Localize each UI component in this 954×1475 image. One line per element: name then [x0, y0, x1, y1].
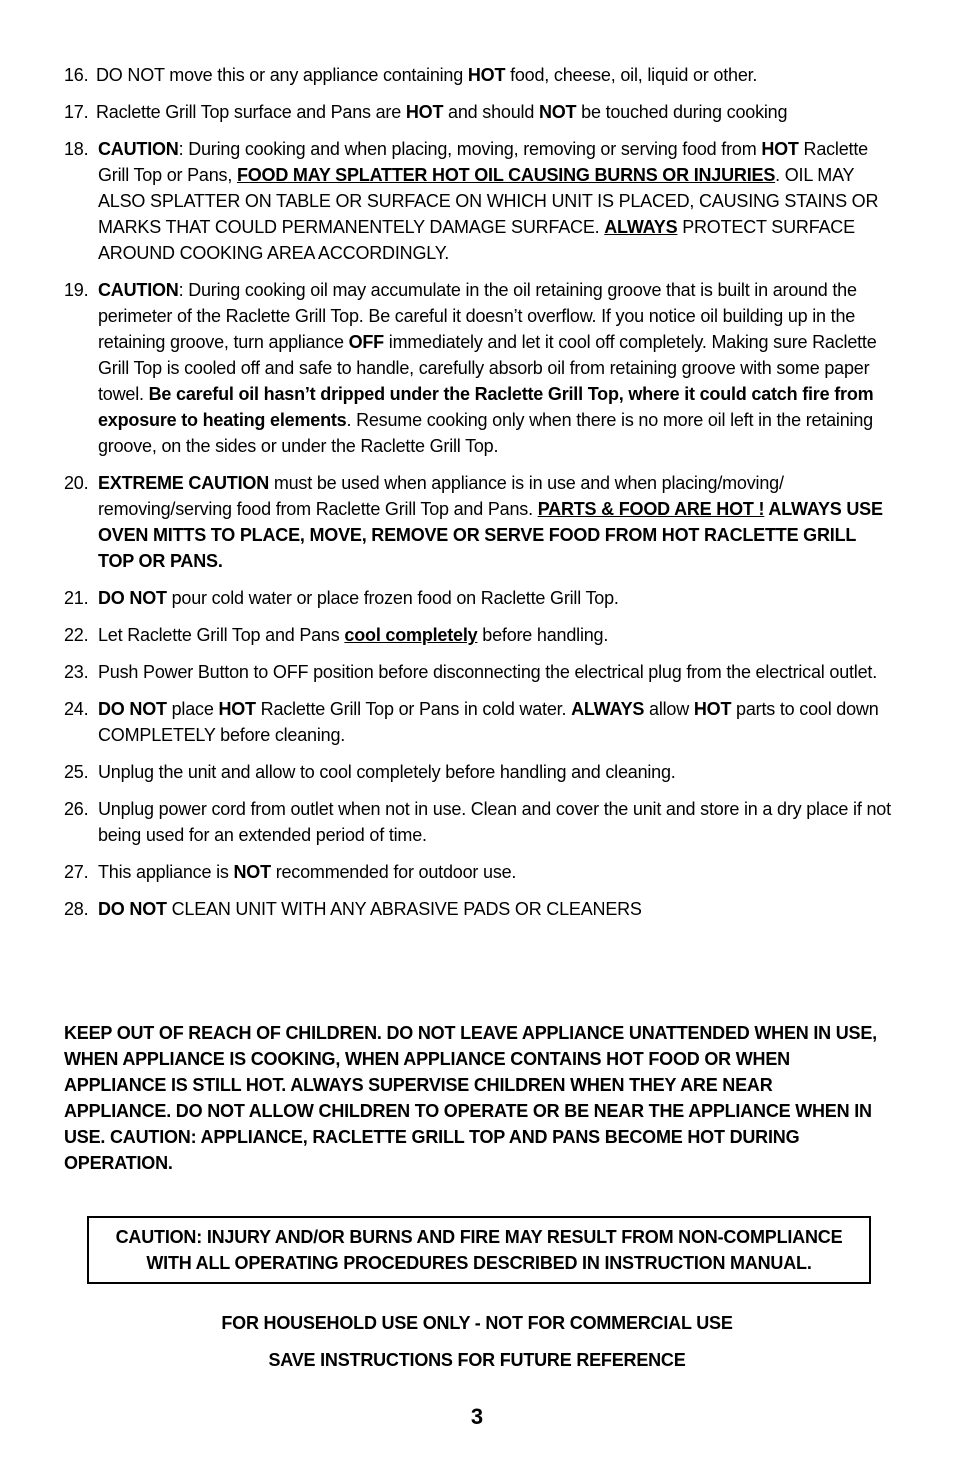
- item-text-segment: CAUTION: [98, 139, 179, 159]
- item-text: [98, 859, 894, 885]
- item-text-segment: Raclette Grill Top or Pans in cold water.: [255, 699, 572, 719]
- item-text-segment: place: [166, 699, 219, 719]
- item-text-segment: OFF: [348, 332, 384, 352]
- item-text-segment: and should: [443, 102, 539, 122]
- item-number: 16.: [64, 65, 89, 85]
- caution-box-line-2: WITH ALL OPERATING PROCEDURES DESCRIBED IN INSTRUCTION MANUAL.: [146, 1253, 812, 1273]
- caution-box-line-1: CAUTION: INJURY AND/OR BURNS AND FIRE MAY RESULT FROM NON-COMPLIANCE: [115, 1227, 843, 1247]
- household-use-notice: FOR HOUSEHOLD USE ONLY - NOT FOR COMMERCIAL USE: [221, 1313, 733, 1333]
- item-text: [96, 62, 894, 88]
- item-text-segment: parts to cool down COMPLETELY before cleaning.: [98, 699, 879, 745]
- item-text-segment: be touched during cooking: [576, 102, 788, 122]
- children-warning: KEEP OUT OF REACH OF CHILDREN. DO NOT LEAVE APPLIANCE UNATTENDED WHEN IN USE, WHEN APPLIANCE IS COOKING, WHEN APPLIANCE CONTAINS HOT FOOD OR WHEN APPLIANCE IS STILL HOT. ALWAYS SUPERVISE CHILDREN WHEN THEY ARE NEAR APPLIANCE. DO NOT ALLOW CHILDREN TO OPERATE OR BE NEAR THE APPLIANCE WHEN IN USE. CAUTION: APPLIANCE, RACLETTE GRILL TOP AND PANS BECOME HOT DURING OPERATION.: [64, 1023, 877, 1173]
- item-number: 17.: [64, 102, 89, 122]
- caution-box: [87, 1216, 871, 1284]
- list-item: [64, 796, 894, 848]
- item-text-segment: ALWAYS USE OVEN MITTS TO PLACE, MOVE, REMOVE OR SERVE FOOD FROM HOT RACLETTE GRILL TOP OR PANS.: [98, 499, 883, 571]
- item-text-segment: NOT: [538, 102, 577, 122]
- item-text-segment: DO NOT: [98, 588, 167, 608]
- item-text-segment: EXTREME CAUTION: [98, 473, 270, 493]
- item-number: 19.: [64, 280, 89, 300]
- item-text-segment: Raclette Grill Top surface and Pans are: [96, 102, 406, 122]
- list-item: [64, 99, 894, 125]
- item-number: 26.: [64, 799, 89, 819]
- item-text-segment: DO NOT move this or any appliance containing: [96, 65, 468, 85]
- item-number: 22.: [64, 625, 89, 645]
- item-text-segment: : During cooking oil may accumulate in the oil retaining groove that is built in around the perimeter of the Raclette Grill Top. Be careful it doesn’t overflow. If you notice oil building up in the retaining groove, turn appliance: [98, 280, 857, 352]
- page-number: 3: [470, 1404, 484, 1429]
- item-text-segment: CLEAN UNIT WITH ANY ABRASIVE PADS OR CLEANERS: [166, 899, 642, 919]
- item-text: [98, 277, 894, 459]
- item-text: [98, 585, 894, 611]
- item-text: [98, 659, 894, 685]
- item-text-segment: allow: [644, 699, 694, 719]
- item-text-segment: HOT: [467, 65, 506, 85]
- list-item: [64, 470, 894, 574]
- item-text-segment: Unplug the unit and allow to cool completely before handling and cleaning.: [98, 762, 676, 782]
- item-text-segment: ALWAYS: [604, 217, 678, 237]
- safety-instructions-list: [64, 62, 894, 933]
- item-number: 21.: [64, 588, 89, 608]
- item-text-segment: ALWAYS: [571, 699, 645, 719]
- item-text-segment: . OIL MAY ALSO SPLATTER ON TABLE OR SURFACE ON WHICH UNIT IS PLACED, CAUSING STAINS OR MARKS THAT COULD PERMANENTELY DAMAGE SURFACE.: [98, 165, 879, 237]
- item-text-segment: immediately and let it cool off completely. Making sure Raclette Grill Top is cooled off and safe to handle, carefully absorb oil from retaining groove with some paper towel.: [98, 332, 877, 404]
- item-text-segment: NOT: [233, 862, 271, 882]
- item-text: [98, 759, 894, 785]
- item-text-segment: PROTECT SURFACE AROUND COOKING AREA ACCORDINGLY.: [98, 217, 855, 263]
- item-text-segment: Push Power Button to OFF position before disconnecting the electrical plug from the electrical outlet.: [98, 662, 878, 682]
- item-text-segment: HOT: [405, 102, 444, 122]
- item-text-segment: FOOD MAY SPLATTER HOT OIL CAUSING BURNS OR INJURIES: [236, 165, 776, 185]
- item-text: [98, 796, 894, 848]
- item-text: [98, 696, 894, 748]
- item-number: 24.: [64, 699, 89, 719]
- list-item: [64, 659, 894, 685]
- list-item: [64, 696, 894, 748]
- item-text-segment: Raclette Grill Top or Pans,: [98, 139, 868, 185]
- item-text: [98, 622, 894, 648]
- item-text-segment: DO NOT: [98, 899, 167, 919]
- item-text-segment: food, cheese, oil, liquid or other.: [505, 65, 758, 85]
- item-text-segment: HOT: [761, 139, 799, 159]
- item-text-segment: Unplug power cord from outlet when not in use. Clean and cover the unit and store in a dry place if not being used for an extended period of time.: [98, 799, 891, 845]
- list-item: [64, 62, 894, 88]
- item-text-segment: . Resume cooking only when there is no more oil left in the retaining groove, on the sides or under the Raclette Grill Top.: [98, 410, 873, 456]
- item-text-segment: CAUTION: [98, 280, 179, 300]
- list-item: [64, 585, 894, 611]
- item-text-segment: must be used when appliance is in use and when placing/moving/ removing/serving food from Raclette Grill Top and Pans.: [98, 473, 784, 519]
- item-text-segment: This appliance is: [98, 862, 234, 882]
- item-number: 25.: [64, 762, 89, 782]
- list-item: [64, 896, 894, 922]
- item-text-segment: Let Raclette Grill Top and Pans: [98, 625, 345, 645]
- item-text-segment: DO NOT: [98, 699, 167, 719]
- list-item: [64, 136, 894, 266]
- item-number: 18.: [64, 139, 89, 159]
- item-text-segment: before handling.: [477, 625, 609, 645]
- item-text-segment: cool completely: [344, 625, 478, 645]
- item-text: [96, 99, 894, 125]
- item-text-segment: recommended for outdoor use.: [270, 862, 517, 882]
- list-item: [64, 759, 894, 785]
- item-number: 20.: [64, 473, 89, 493]
- item-number: 27.: [64, 862, 89, 882]
- item-number: 28.: [64, 899, 89, 919]
- item-text: [98, 896, 894, 922]
- list-item: [64, 859, 894, 885]
- item-text-segment: pour cold water or place frozen food on Raclette Grill Top.: [166, 588, 619, 608]
- item-text-segment: PARTS & FOOD ARE HOT !: [537, 499, 765, 519]
- item-text-segment: Be careful oil hasn’t dripped under the Raclette Grill Top, where it could catch fire from exposure to heating elements: [98, 384, 874, 430]
- item-text-segment: : During cooking and when placing, moving, removing or serving food from: [178, 139, 762, 159]
- item-text: [98, 136, 894, 266]
- item-text-segment: HOT: [693, 699, 732, 719]
- save-instructions-notice: SAVE INSTRUCTIONS FOR FUTURE REFERENCE: [268, 1350, 686, 1370]
- list-item: [64, 622, 894, 648]
- item-text: [98, 470, 894, 574]
- list-item: [64, 277, 894, 459]
- item-text-segment: HOT: [218, 699, 256, 719]
- item-number: 23.: [64, 662, 89, 682]
